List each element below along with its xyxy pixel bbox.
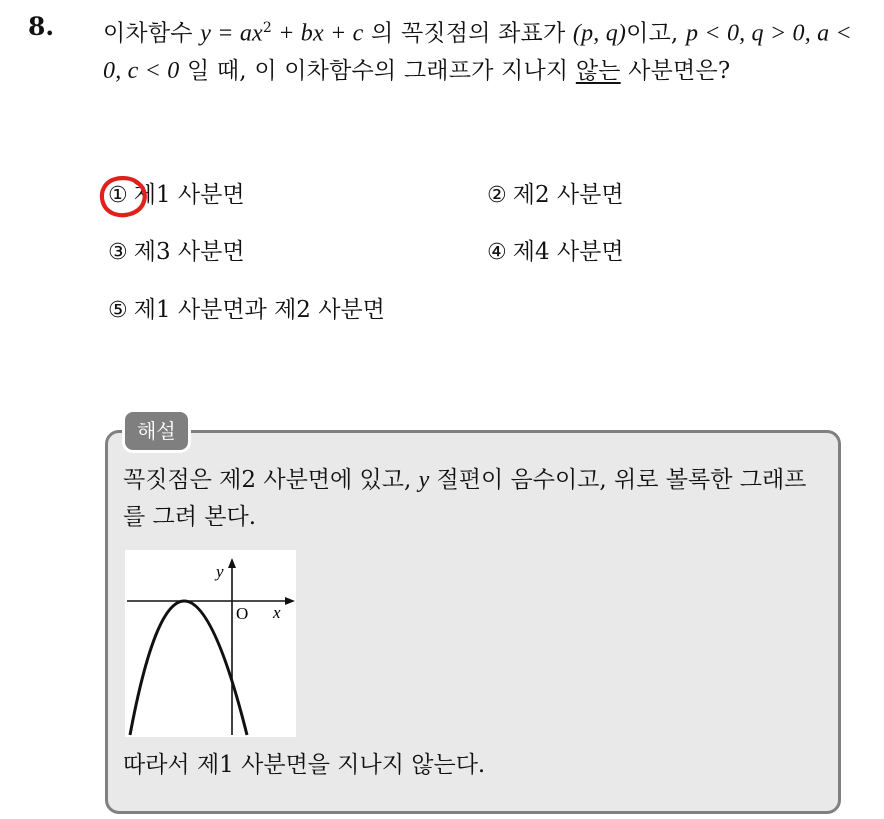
origin-label: O <box>236 604 249 623</box>
x-axis-label: x <box>273 603 281 622</box>
vertex-coordinate: (p, q) <box>572 20 627 47</box>
choice-5-number: ⑤ <box>108 298 128 323</box>
parabola-curve <box>130 601 247 735</box>
choice-1-number: ① <box>108 183 128 208</box>
choice-2-label: 제2 사분면 <box>512 182 624 208</box>
choice-3[interactable] <box>108 237 245 268</box>
choice-2-number: ② <box>487 183 507 208</box>
choice-3-label: 제3 사분면 <box>133 239 245 265</box>
conditions: p < 0, q > 0, a < 0, c < 0 <box>103 20 852 84</box>
choice-1-label: 제1 사분면 <box>133 182 245 208</box>
y-axis-label: y <box>216 562 224 581</box>
question-text-part5: 사분면은? <box>620 57 731 84</box>
question-text <box>103 10 863 90</box>
question-text-part2: 의 꼭짓점의 좌표가 <box>363 20 573 47</box>
solution-text-part1: 꼭짓점은 제2 사분면에 있고, <box>123 467 419 493</box>
solution-conclusion: 따라서 제1 사분면을 지나지 않는다. <box>123 752 486 778</box>
function-eq: = ax <box>211 20 263 47</box>
choice-5-label: 제1 사분면과 제2 사분면 <box>133 297 385 323</box>
solution-tab: 해설 <box>122 409 191 453</box>
solution-text-part2: 절편이 음수이고, 위로 볼록한 그래프를 그려 본다. <box>123 467 807 530</box>
function-y: y <box>200 20 212 47</box>
y-axis-arrow <box>228 558 236 568</box>
choice-4[interactable] <box>487 237 624 268</box>
x-axis-arrow <box>285 597 295 605</box>
solution-text <box>123 462 828 536</box>
question-number: 8. <box>28 12 55 41</box>
choice-1[interactable] <box>108 180 245 211</box>
emphasis-text: 않는 <box>575 57 621 84</box>
choice-5[interactable] <box>108 295 385 326</box>
question-text-part4: 일 때, 이 이차함수의 그래프가 지나지 <box>179 57 576 84</box>
choice-4-label: 제4 사분면 <box>512 239 624 265</box>
solution-variable-y: y <box>418 467 430 493</box>
choice-4-number: ④ <box>487 240 507 265</box>
function-rest: + bx + c <box>272 20 364 47</box>
choice-3-number: ③ <box>108 240 128 265</box>
question-text-part1: 이차함수 <box>103 20 201 47</box>
function-exponent: 2 <box>262 20 273 36</box>
parabola-graph <box>125 550 296 737</box>
question-text-part3: 이고, <box>626 20 686 47</box>
choice-2[interactable] <box>487 180 624 211</box>
